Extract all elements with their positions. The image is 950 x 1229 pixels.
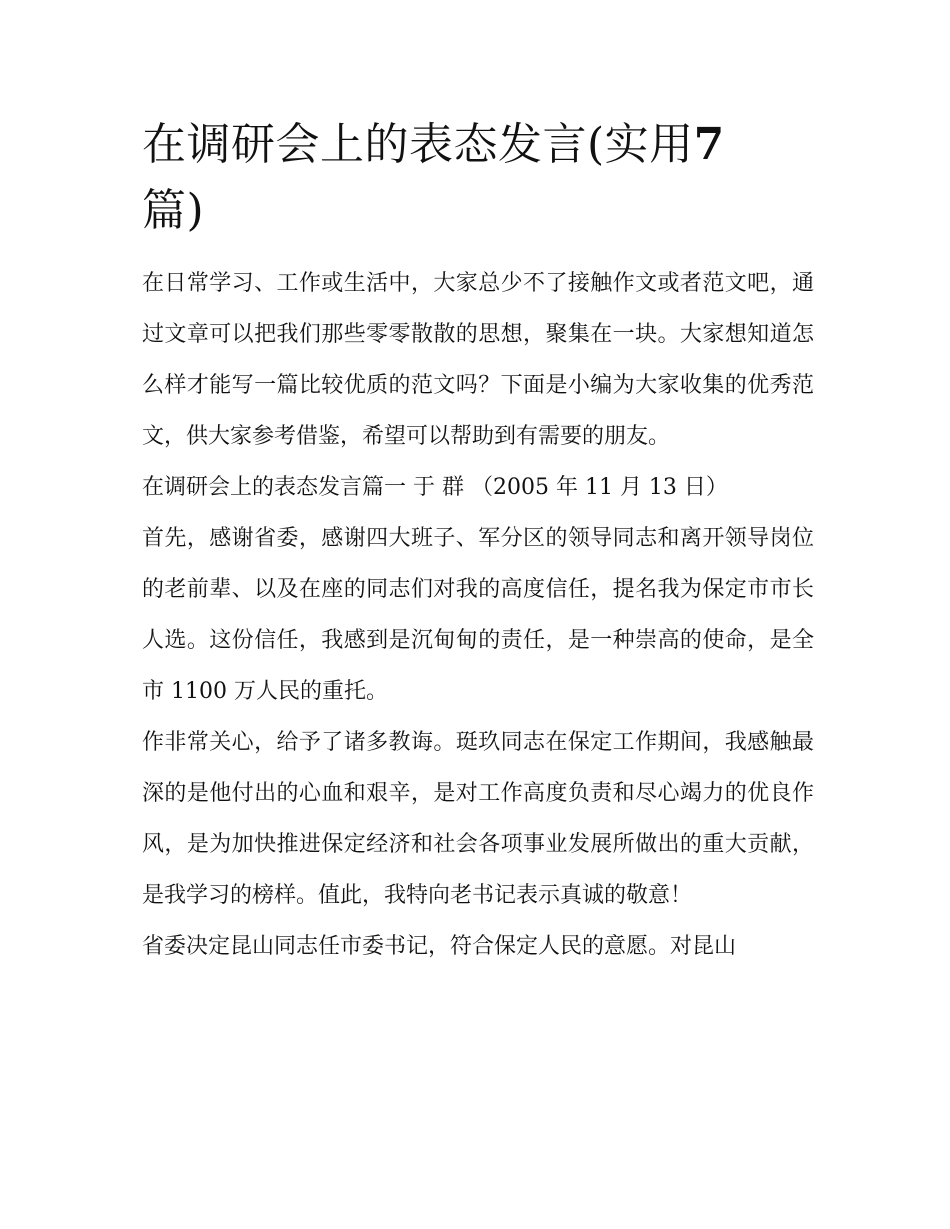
title-number: 7 <box>693 119 725 170</box>
document-page <box>142 112 814 972</box>
title-main: 在调研会上的表态发言(实用 <box>142 119 694 170</box>
intro-paragraph: 在日常学习、工作或生活中，大家总少不了接触作文或者范文吧，通过文章可以把我们那些零零散散的思想，聚集在一块。大家想知道怎么样才能写一篇比较优质的范文吗？下面是小编为大家收集的优秀范文，供大家参考借鉴，希望可以帮助到有需要的朋友。 <box>142 271 814 449</box>
section-heading: 在调研会上的表态发言篇一 于 群 （2005 年 11 月 13 日） <box>142 475 728 500</box>
title-tail: 篇) <box>142 185 205 236</box>
body-paragraph-tribute: 作非常关心，给予了诸多教诲。珽玖同志在保定工作期间，我感触最深的是他付出的心血和艰辛，是对工作高度负责和尽心竭力的优良作风，是为加快推进保定经济和社会各项事业发展所做出的重大贡献，是我学习的榜样。值此，我特向老书记表示真诚的敬意！ <box>142 730 814 908</box>
document-title <box>142 112 814 244</box>
body-paragraph-thanks: 首先，感谢省委，感谢四大班子、军分区的领导同志和离开领导岗位的老前辈、以及在座的同志们对我的高度信任，提名我为保定市市长人选。这份信任，我感到是沉甸甸的责任，是一种崇高的使命，是全市 1100 万人民的重托。 <box>142 526 814 704</box>
body-paragraph-appointment: 省委决定昆山同志任市委书记，符合保定人民的意愿。对昆山 <box>142 934 737 959</box>
